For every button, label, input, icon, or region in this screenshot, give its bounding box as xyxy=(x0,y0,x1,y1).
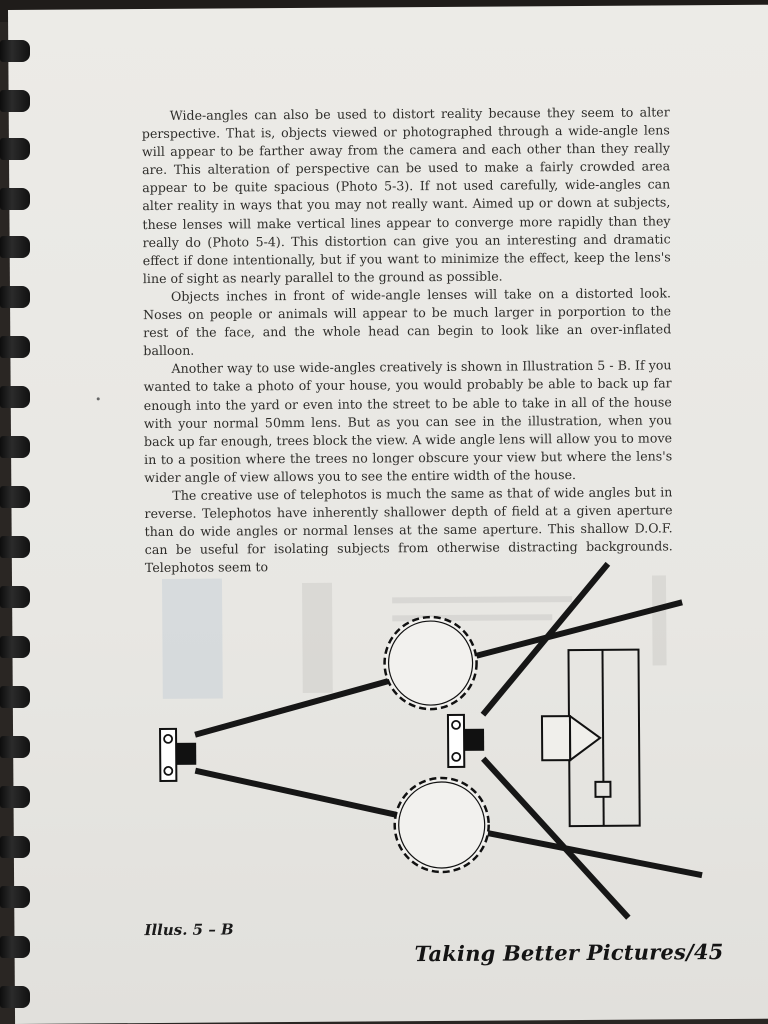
binding-ring xyxy=(0,636,30,658)
binding-ring xyxy=(0,336,30,358)
paragraph-2: Objects inches in front of wide-angle lenses will take on a distorted look. Noses on people or animals will appear to be much larger in porportion to the rest of the face, and the whole head can begin to look like an over-inflated balloon. xyxy=(143,285,672,359)
binding-ring xyxy=(0,386,30,408)
binding-ring xyxy=(0,586,30,608)
binding-ring xyxy=(0,936,30,958)
binding-ring xyxy=(0,886,30,908)
illustration-caption: Illus. 5 – B xyxy=(144,920,234,940)
tree-top-icon xyxy=(384,617,477,710)
binding-ring xyxy=(0,236,30,258)
sight-line-bottom-right xyxy=(486,831,702,877)
binding-ring xyxy=(0,40,30,62)
paragraph-3: Another way to use wide-angles creatively is shown in Illustration 5 - B. If you wanted to take a photo of your house, you would probably be able to back up far enough into the yard or even into the street to be able to take in all of the house with your normal 50mm lens. But as you can see in the illustration, when you back up far enough, trees block the view. A wide angle lens will allow you to move in to a position where the trees no longer obscure your view but where the lens's wider angle of view allows you to see the entire width of the house. xyxy=(143,357,673,485)
house-icon xyxy=(541,650,639,827)
tree-bottom-icon xyxy=(394,778,489,873)
binding-ring xyxy=(0,188,30,210)
binding-ring xyxy=(0,138,30,160)
binding-ring xyxy=(0,736,30,758)
binding-ring xyxy=(0,986,30,1008)
sight-line-near-top xyxy=(482,564,609,715)
binding-ring xyxy=(0,286,30,308)
paragraph-4: The creative use of telephotos is much the same as that of wide angles but in reverse. Telephotos have inherently shallower depth of field at a given aperture than do wide angles or normal lenses at the same aperture. This shallow D.O.F. can be useful for isolating subjects from otherwise distracting backgrounds. Telephotos seem to xyxy=(144,484,673,576)
stray-mark xyxy=(97,397,100,400)
running-footer: Taking Better Pictures/45 xyxy=(414,939,724,967)
spiral-binding xyxy=(0,30,34,1024)
illustration-5b xyxy=(132,555,735,929)
binding-ring xyxy=(0,536,30,558)
sight-line-far-top xyxy=(195,679,395,734)
binding-ring xyxy=(0,686,30,708)
camera-near-icon xyxy=(448,715,484,767)
paragraph-1: Wide-angles can also be used to distort reality because they seem to alter perspective. That is, objects viewed or photographed through a wide-angle lens will appear to be farther away from the camera and each other than they really are. This alteration of perspective can be used to make a fairly crowded area appear to be quite spacious (Photo 5-3). If not used carefully, wide-angles can alter reality in ways that you may not really want. Aimed up or down at subjects, these lenses will make vertical lines appear to converge more rapidly than they really do (Photo 5-4). This distortion can give you an interesting and dramatic effect if done intentionally, but if you want to minimize the effect, keep the lens's line of sight as nearly parallel to the ground as possible. xyxy=(141,104,671,286)
binding-ring xyxy=(0,786,30,808)
sight-line-top-right xyxy=(476,602,682,655)
camera-far-icon xyxy=(160,729,196,781)
sight-line-far-bottom xyxy=(195,769,398,816)
binding-ring xyxy=(0,436,30,458)
body-text xyxy=(142,103,673,577)
binding-ring xyxy=(0,486,30,508)
book-page xyxy=(8,5,768,1024)
binding-ring xyxy=(0,836,30,858)
binding-ring xyxy=(0,90,30,112)
